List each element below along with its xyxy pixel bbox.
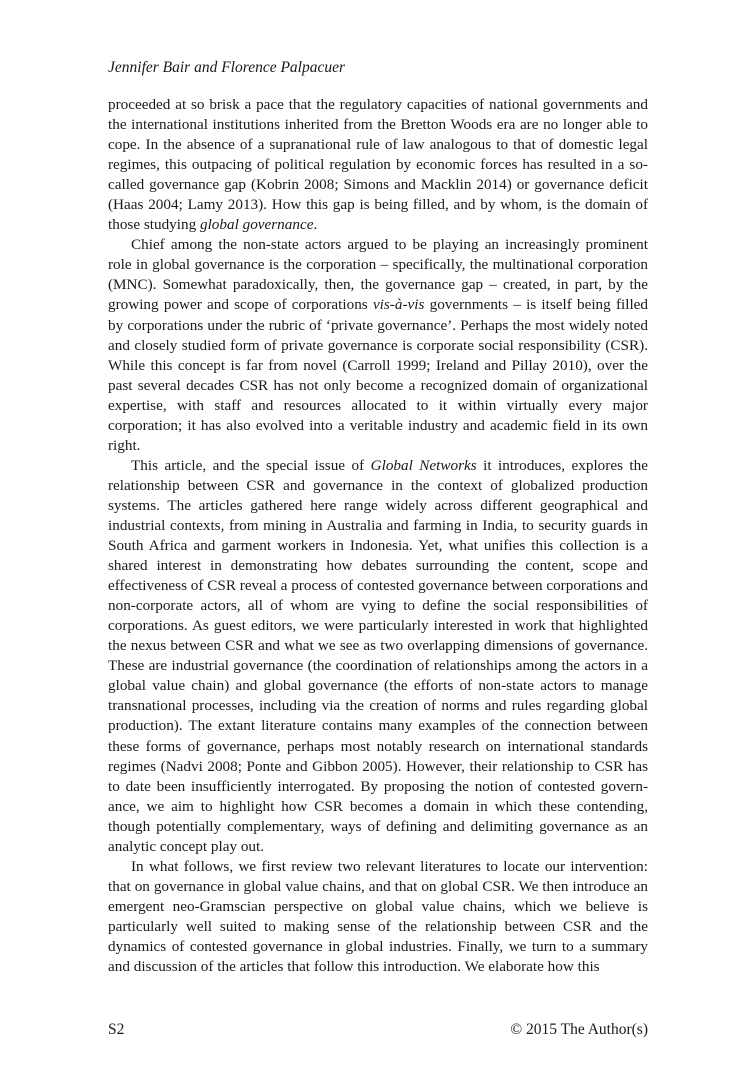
italic-term: vis-à-vis <box>372 296 425 314</box>
page-number: S2 <box>108 1021 125 1038</box>
paragraph-text: This article, and the special issue of <box>131 456 371 474</box>
paragraph-text: proceeded at so brisk a pace that the regulatory capacities of national governments and the international institutions inherited from the Bretton Woods era are no longer able to cope. In the absence of a supranational rule of law analogous to that of domestic legal regimes, this outpacing of political regulation by economic forces has resulted in a so-called governance gap (Kobrin 2008; Simons and Macklin 2014) or governance deficit (Haas 2004; Lamy 2013). How this gap is being filled, and by whom, is the domain of those studying <box>108 96 648 234</box>
paragraph-1 <box>108 95 648 235</box>
journal-title: Global Networks <box>370 456 477 474</box>
paragraph-text: Chief among the non-state actors argued to be playing an increasingly prominent role in global governance is the corporation – specifically, the multinational corporation (MNC). Somewhat paradoxically, then, the governance gap – created, in part, by the growing power and scope of corporations <box>108 236 648 314</box>
italic-term: global governance <box>199 216 314 234</box>
copyright-notice: © 2015 The Author(s) <box>510 1021 648 1038</box>
paragraph-text: it introduces, explores the relationship between CSR and governance in the context of globalized production systems. The articles gathered here range widely across different geographical and industrial contexts, from mining in Australia and farming in India, to security guards in South Africa and garment workers in Indonesia. Yet, what unifies this collection is a shared interest in demonstrating how debates surrounding the content, scope and effectiveness of CSR reveal a process of contested governance between corporations and non-corporate actors, all of whom are vying to define the social responsibilities of corporations. As guest editors, we were particularly interested in work that highlighted the nexus between CSR and what we see as two overlapping dimensions of governance. These are industrial governance (the coordination of relationships among the actors in a global value chain) and global governance (the efforts of non-state actors to manage transnational processes, including via the creation of norms and rules regarding global production). The extant literature contains many examples of the connection between these forms of governance, perhaps most notably research on international standards regimes (Nadvi 2008; Ponte and Gibbon 2005). However, their relationship to CSR has to date been insufficiently interrogated. By proposing the notion of contested govern-ance, we aim to highlight how CSR becomes a domain in which these contending, though potentially complementary, ways of defining and delimiting governance as an analytic concept play out. <box>108 456 648 855</box>
running-head: Jennifer Bair and Florence Palpacuer <box>108 59 346 76</box>
paragraph-2 <box>108 235 648 456</box>
paragraph-4 <box>108 857 648 977</box>
paragraph-text: In what follows, we first review two relevant literatures to locate our intervention: that on governance in global value chains, and that on global CSR. We then introduce an emergent neo-Gramscian perspective on global value chains, which we believe is particularly well suited to making sense of the relationship between CSR and the dynamics of contested governance in global industries. Finally, we turn to a summary and discussion of the articles that follow this introduction. We elaborate how this <box>108 857 648 976</box>
article-body <box>108 95 648 977</box>
paragraph-text: governments – is itself being filled by corporations under the rubric of ‘private governance’. Perhaps the most widely noted and closely studied form of private governance is corporate social responsibility (CSR). While this concept is far from novel (Carroll 1999; Ireland and Pillay 2010), over the past several decades CSR has not only become a recognized domain of organizational expertise, with staff and resources allocated to it within virtually every major corporation; it has also evolved into a veritable industry and academic field in its own right. <box>108 296 648 454</box>
paragraph-3 <box>108 456 648 857</box>
paragraph-text: . <box>313 216 318 234</box>
